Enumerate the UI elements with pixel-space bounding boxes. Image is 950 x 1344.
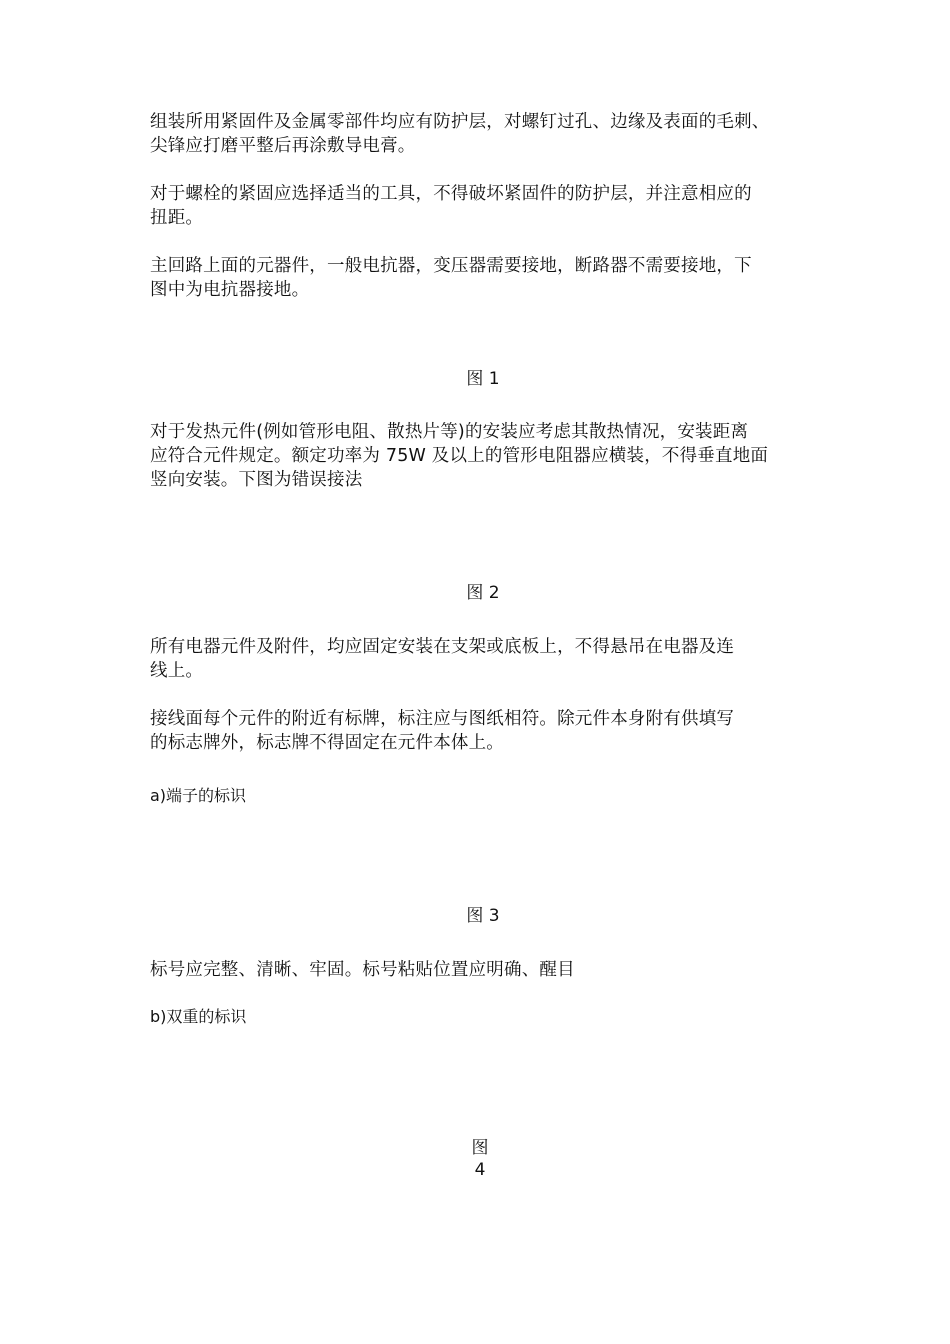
paragraph-line: 对于螺栓的紧固应选择适当的工具，不得破坏紧固件的防护层，并注意相应的 [150, 184, 752, 204]
paragraph-line: 所有电器元件及附件，均应固定安装在支架或底板上，不得悬吊在电器及连 [150, 637, 735, 657]
paragraph-heating-elements [150, 420, 830, 492]
paragraph-line: 对于发热元件(例如管形电阻、散热片等)的安装应考虑其散热情况，安装距离 [150, 422, 749, 442]
paragraph-labeling [150, 707, 830, 755]
subsection-label-a: a)端子的标识 [150, 786, 247, 805]
paragraph-line: 尖锋应打磨平整后再涂敷导电膏。 [150, 136, 416, 156]
figure-caption-3: 图 3 [466, 906, 500, 926]
paragraph-line: 图中为电抗器接地。 [150, 280, 310, 300]
paragraph-line: 扭距。 [150, 208, 204, 228]
paragraph-line: 接线面每个元件的附近有标牌，标注应与图纸相符。除元件本身附有供填写 [150, 709, 735, 729]
caption-line: 4 [474, 1160, 486, 1180]
paragraph-label-quality [150, 958, 830, 982]
paragraph-line: 的标志牌外，标志牌不得固定在元件本体上。 [150, 733, 504, 753]
paragraph-main-circuit-grounding [150, 254, 830, 302]
paragraph-line: 竖向安装。下图为错误接法 [150, 470, 363, 490]
paragraph-component-mounting [150, 635, 830, 683]
caption-line: 图 [471, 1138, 489, 1158]
paragraph-line: 组装所用紧固件及金属零部件均应有防护层，对螺钉过孔、边缘及表面的毛刺、 [150, 112, 770, 132]
paragraph-line: 标号应完整、清晰、牢固。标号粘贴位置应明确、醒目 [150, 960, 575, 980]
subsection-label-b: b)双重的标识 [150, 1007, 247, 1026]
paragraph-line: 应符合元件规定。额定功率为 75W 及以上的管形电阻器应横装，不得垂直地面 [150, 446, 769, 466]
figure-caption-4 [440, 1137, 520, 1181]
paragraph-fastener-protection [150, 110, 830, 158]
paragraph-line: 主回路上面的元器件，一般电抗器，变压器需要接地，断路器不需要接地，下 [150, 256, 752, 276]
paragraph-line: 线上。 [150, 661, 204, 681]
figure-caption-2: 图 2 [466, 583, 500, 603]
paragraph-bolt-tightening [150, 182, 830, 230]
figure-caption-1: 图 1 [466, 369, 500, 389]
